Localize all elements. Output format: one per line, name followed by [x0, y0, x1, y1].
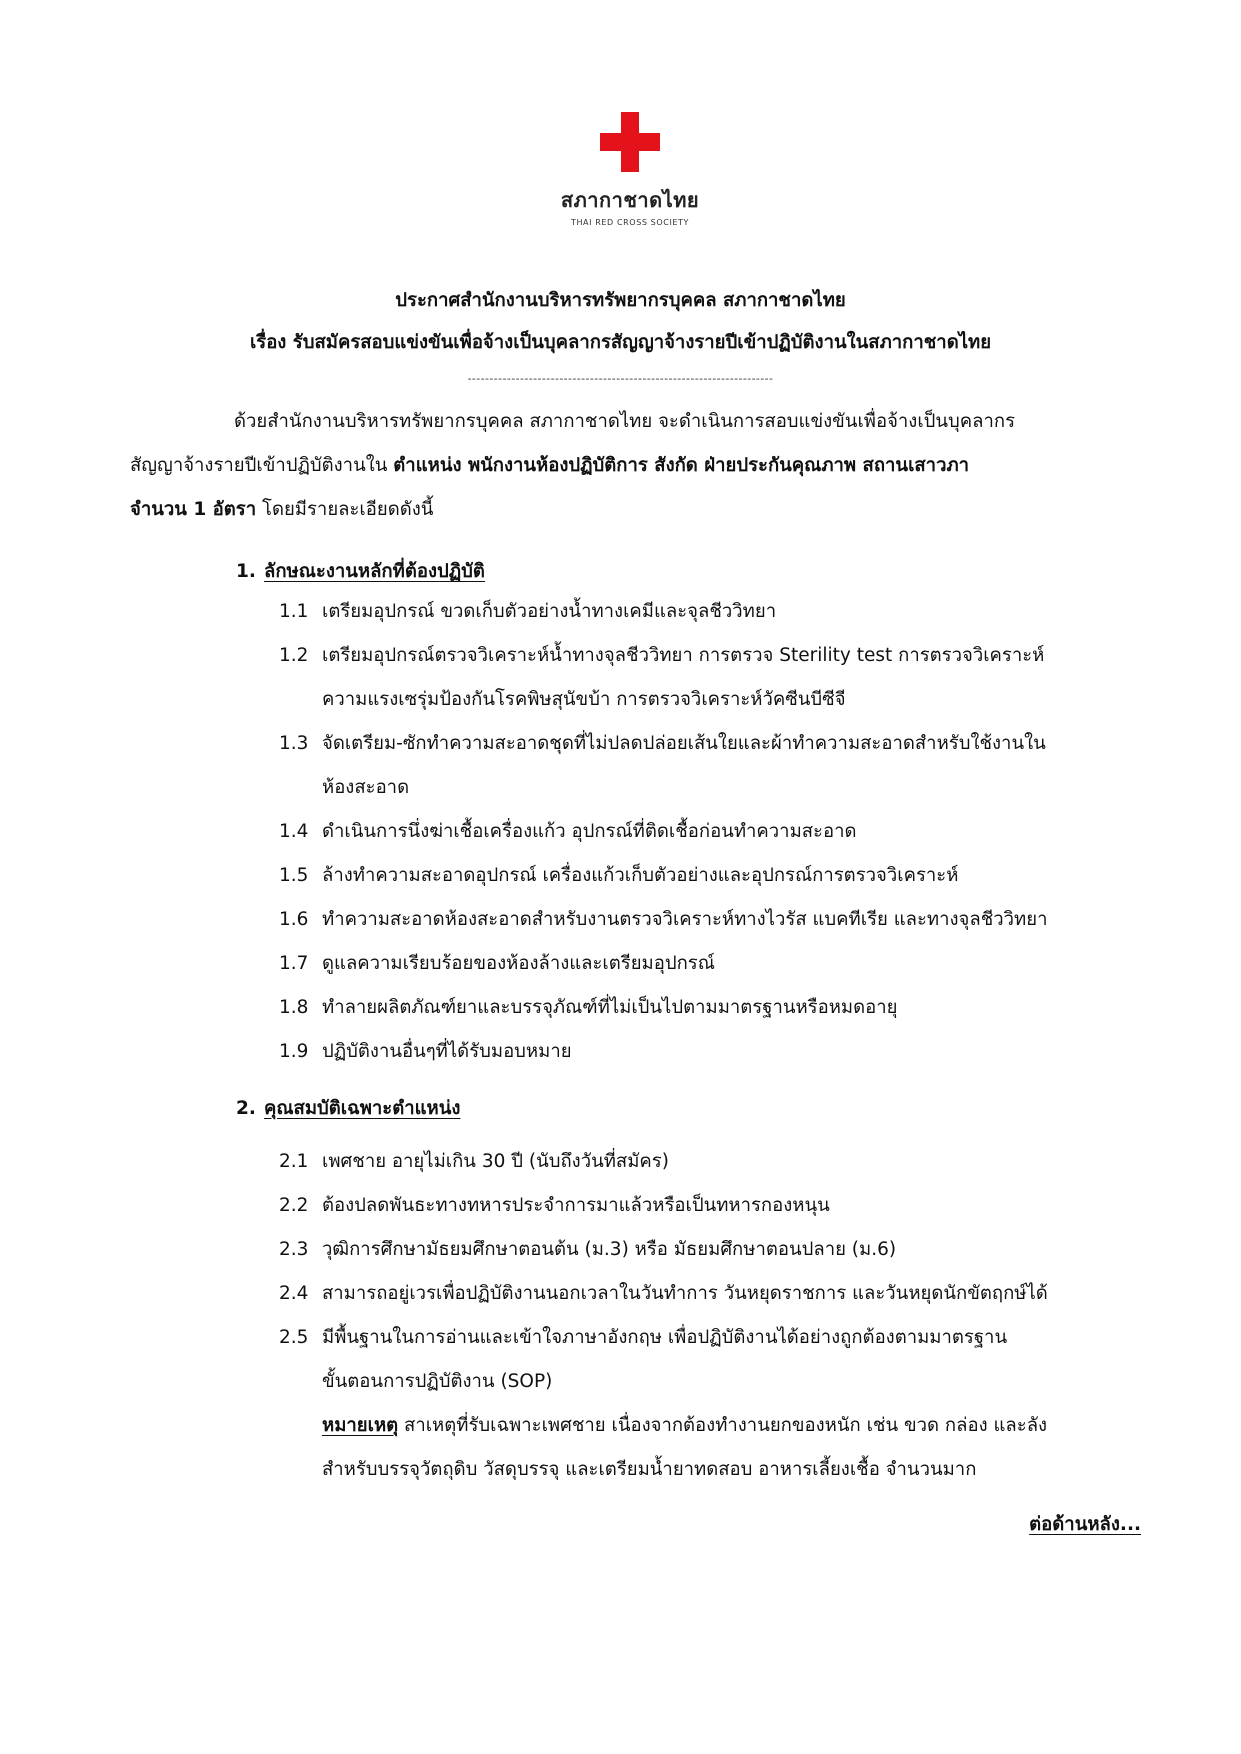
list-item: 1.5 ล้างทำความสะอาดอุปกรณ์ เครื่องแก้วเก็บตัวอย่างและอุปกรณ์การตรวจวิเคราะห์ — [279, 865, 959, 886]
list-item: 1.7 ดูแลความเรียบร้อยของห้องล้างและเตรียมอุปกรณ์ — [279, 953, 715, 974]
list-item: 1.9 ปฏิบัติงานอื่นๆที่ได้รับมอบหมาย — [279, 1041, 572, 1062]
announcement-subject: เรื่อง รับสมัครสอบแข่งขันเพื่อจ้างเป็นบุคลากรสัญญาจ้างรายปีเข้าปฏิบัติงานในสภากาชาดไทย — [249, 332, 992, 353]
list-item: 1.2 เตรียมอุปกรณ์ตรวจวิเคราะห์น้ำทางจุลชีววิทยา การตรวจ Sterility test การตรวจวิเคราะห์ ความแรงเซรุ่มป้องกันโรคพิษสุนัขบ้า การตรวจวิเคราะห์วัคซีนบีซีจี — [279, 645, 1045, 710]
list-item: 2.3 วุฒิการศึกษามัธยมศึกษาตอนต้น (ม.3) หรือ มัธยมศึกษาตอนปลาย (ม.6) — [279, 1239, 897, 1260]
list-item: 1.1 เตรียมอุปกรณ์ ขวดเก็บตัวอย่างน้ำทางเคมีและจุลชีววิทยา — [279, 601, 777, 622]
list-item: 2.1 เพศชาย อายุไม่เกิน 30 ปี (นับถึงวันที่สมัคร) — [279, 1151, 669, 1172]
continue-on-back: ต่อด้านหลัง... — [1029, 1514, 1141, 1535]
list-item: 2.4 สามารถอยู่เวรเพื่อปฏิบัติงานนอกเวลาในวันทำการ วันหยุดราชการ และวันหยุดนักขัตฤกษ์ได้ — [279, 1283, 1048, 1304]
intro-line-3: จำนวน 1 อัตรา โดยมีรายละเอียดดังนี้ — [130, 499, 434, 520]
intro-paragraph — [130, 400, 1120, 532]
list-item: 1.4 ดำเนินการนึ่งฆ่าเชื้อเครื่องแก้ว อุปกรณ์ที่ติดเชื้อก่อนทำความสะอาด — [279, 821, 857, 842]
title-separator: ---------------------------------------------------------------------- — [467, 372, 774, 385]
list-item: 1.8 ทำลายผลิตภัณฑ์ยาและบรรจุภัณฑ์ที่ไม่เป็นไปตามมาตรฐานหรือหมดอายุ — [279, 997, 898, 1018]
list-item: 1.6 ทำความสะอาดห้องสะอาดสำหรับงานตรวจวิเคราะห์ทางไวรัส แบคทีเรีย และทางจุลชีววิทยา — [279, 909, 1048, 930]
list-item: 1.3 จัดเตรียม-ซักทำความสะอาดชุดที่ไม่ปลดปล่อยเส้นใยและผ้าทำความสะอาดสำหรับใช้งานใน ห้องสะอาด — [279, 733, 1046, 798]
intro-line-2: สัญญาจ้างรายปีเข้าปฏิบัติงานใน ตำแหน่ง พนักงานห้องปฏิบัติการ สังกัด ฝ่ายประกันคุณภาพ สถานเสาวภา — [130, 455, 970, 476]
section-1-heading: 1. ลักษณะงานหลักที่ต้องปฏิบัติ — [236, 561, 485, 582]
note-paragraph: หมายเหตุ สาเหตุที่รับเฉพาะเพศชาย เนื่องจากต้องทำงานยกของหนัก เช่น ขวด กล่อง และลัง สำหรับบรรจุวัตถุดิบ วัสดุบรรจุ และเตรียมน้ำยาทดสอบ อาหารเลี้ยงเชื้อ จำนวนมาก — [322, 1415, 1048, 1480]
thai-red-cross-logo — [555, 112, 705, 227]
intro-line-1: ด้วยสำนักงานบริหารทรัพยากรบุคคล สภากาชาดไทย จะดำเนินการสอบแข่งขันเพื่อจ้างเป็นบุคลากร — [234, 411, 1016, 432]
section-2-heading: 2. คุณสมบัติเฉพาะตำแหน่ง — [236, 1098, 461, 1119]
position-count: จำนวน 1 อัตรา — [130, 499, 257, 520]
list-item: 2.5 มีพื้นฐานในการอ่านและเข้าใจภาษาอังกฤษ เพื่อปฏิบัติงานได้อย่างถูกต้องตามมาตรฐาน ขั้นตอนการปฏิบัติงาน (SOP) — [279, 1327, 1008, 1392]
logo-english-name: THAI RED CROSS SOCIETY — [570, 218, 690, 227]
announcement-title: ประกาศสำนักงานบริหารทรัพยากรบุคคล สภากาชาดไทย — [395, 290, 846, 311]
note-label: หมายเหตุ — [322, 1415, 399, 1436]
position-title: ตำแหน่ง พนักงานห้องปฏิบัติการ สังกัด ฝ่ายประกันคุณภาพ สถานเสาวภา — [393, 455, 970, 476]
list-item: 2.2 ต้องปลดพันธะทางทหารประจำการมาแล้วหรือเป็นทหารกองหนุน — [279, 1195, 830, 1216]
red-cross-icon — [600, 112, 660, 172]
logo-thai-name: สภากาชาดไทย — [560, 188, 700, 212]
